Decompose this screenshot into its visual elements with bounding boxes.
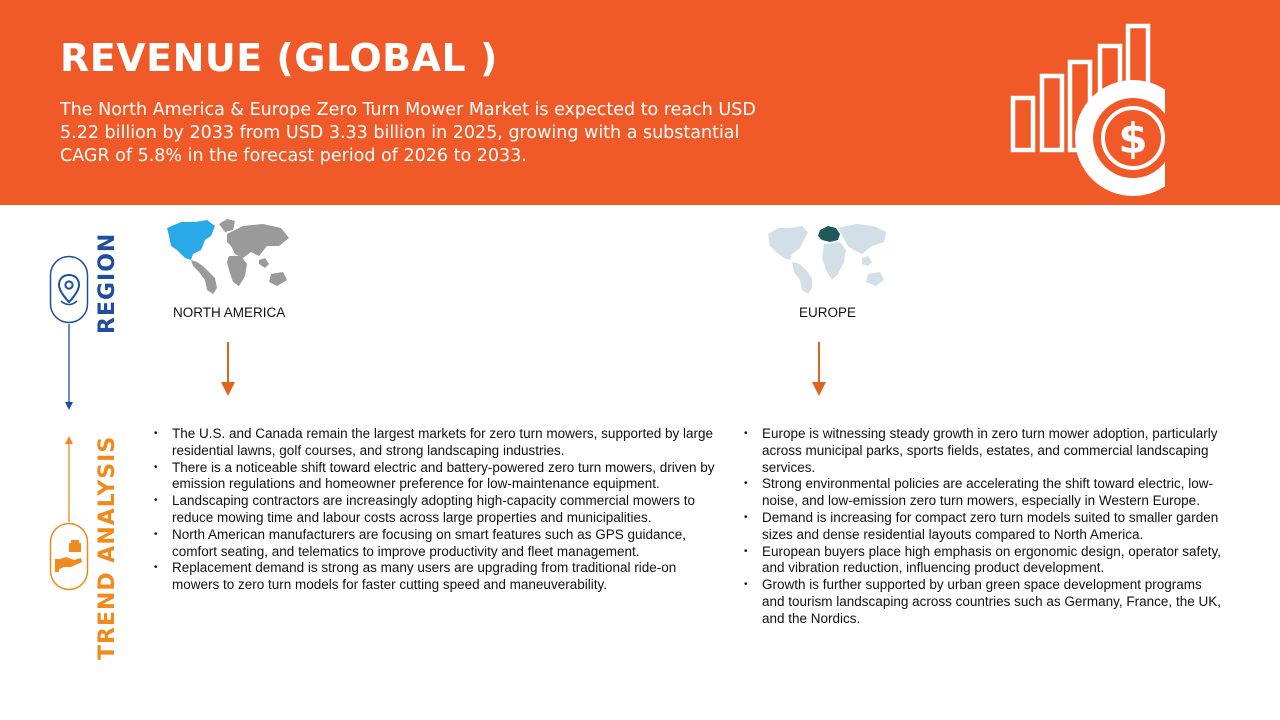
list-item: • Replacement demand is strong as many users are upgrading from traditional ride-on mowers to zero turn models for faster cutting speed and maneuverability.	[154, 560, 716, 594]
list-item: • The U.S. and Canada remain the largest markets for zero turn mowers, supported by large residential lawns, golf courses, and strong landscaping industries.	[154, 426, 716, 460]
list-item: • Growth is further supported by urban green space development programs and tourism landscaping across countries such as Germany, France, the UK, and the Nordics.	[744, 577, 1222, 627]
list-item: • North American manufacturers are focusing on smart features such as GPS guidance, comfort seating, and telematics to improve productivity and fleet management.	[154, 527, 716, 561]
list-item: • European buyers place high emphasis on ergonomic design, operator safety, and vibration reduction, influencing product development.	[744, 544, 1222, 578]
list-item: • Strong environmental policies are accelerating the shift toward electric, low-noise, and low-emission zero turn mowers, especially in Western Europe.	[744, 476, 1222, 510]
list-item: • Europe is witnessing steady growth in zero turn mower adoption, particularly across municipal parks, sports fields, estates, and commercial landscaping services.	[744, 426, 1222, 476]
world-map-europe-icon	[764, 218, 890, 296]
region-name-europe: EUROPE	[799, 305, 857, 320]
page-title: REVENUE (GLOBAL )	[60, 36, 498, 80]
list-item: • There is a noticeable shift toward electric and battery-powered zero turn mowers, driven by emission regulations and homeowner preference for low-maintenance equipment.	[154, 460, 716, 494]
region-section-label: REGION	[95, 232, 120, 334]
header-banner	[0, 0, 1280, 205]
arrow-down-icon	[809, 342, 829, 398]
list-item: • Landscaping contractors are increasingly adopting high-capacity commercial mowers to reduce mowing time and labour costs across large properties and municipalities.	[154, 493, 716, 527]
trend-analysis-section-label: TREND ANALYSIS	[95, 435, 120, 660]
world-map-north-america-icon	[163, 216, 291, 296]
region-name-north-america: NORTH AMERICA	[173, 305, 286, 320]
location-pin-icon	[49, 255, 89, 325]
svg-text:$: $	[1118, 114, 1148, 163]
list-item: • Demand is increasing for compact zero turn models suited to smaller garden sizes and dense residential layouts compared to North America.	[744, 510, 1222, 544]
revenue-growth-dollar-icon	[1005, 20, 1165, 200]
market-summary: The North America & Europe Zero Turn Mower Market is expected to reach USD 5.22 billion by 2033 from USD 3.33 billion in 2025, growing with a substantial CAGR of 5.8% in the forecast period of 2026 to 2033.	[60, 100, 756, 166]
hand-money-icon	[49, 522, 89, 592]
europe-trend-list	[744, 426, 1222, 628]
north-america-trend-list	[154, 426, 716, 594]
side-rail	[40, 230, 130, 710]
arrow-down-icon	[218, 342, 238, 398]
